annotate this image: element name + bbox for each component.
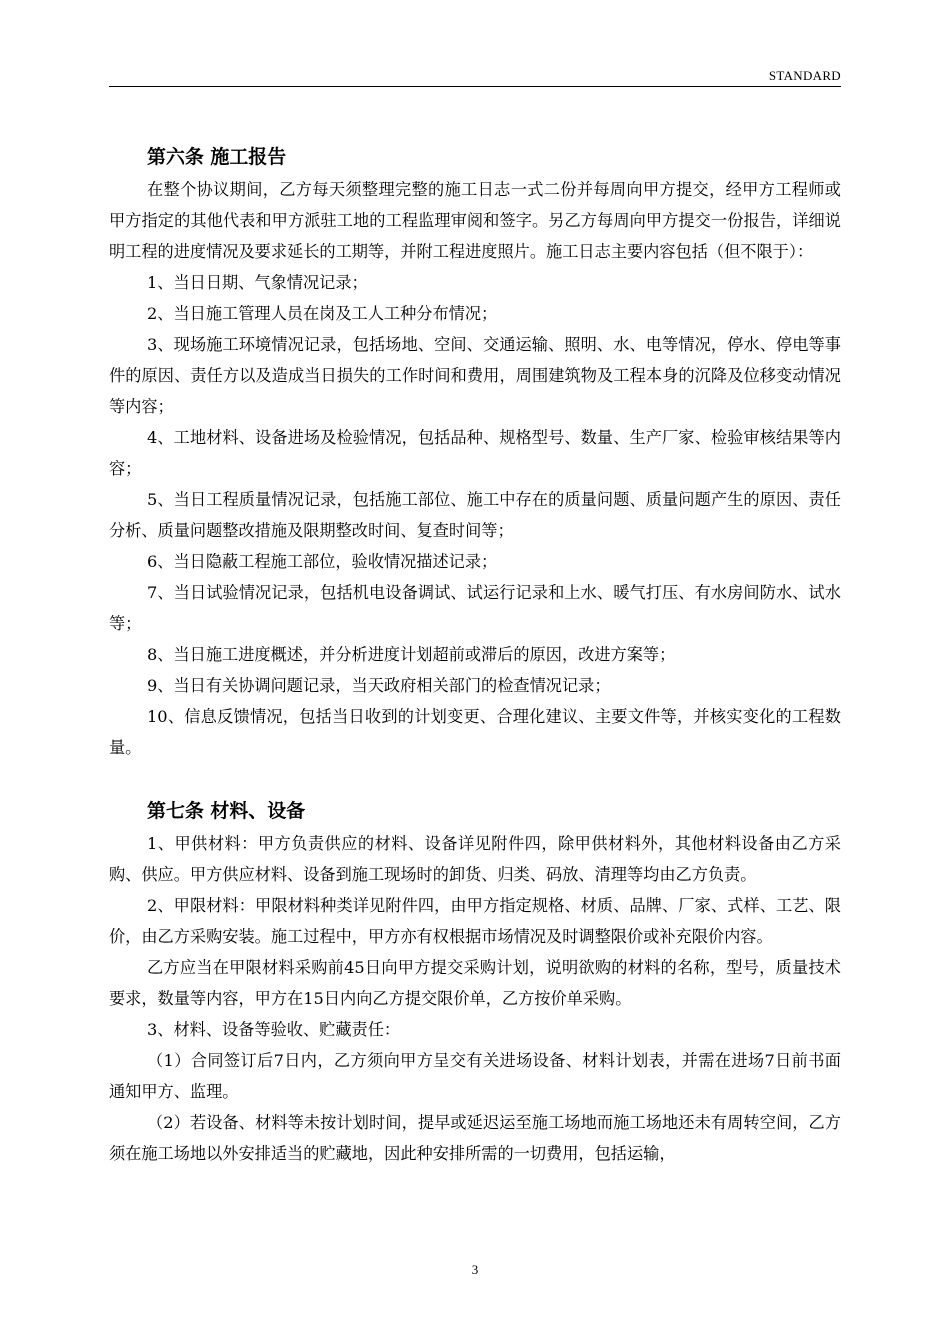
section7-title: 第七条 材料、设备 <box>147 800 306 822</box>
section6-item: 1、当日日期、气象情况记录； <box>147 273 368 292</box>
section7-paragraph: （1）合同签订后7日内，乙方须向甲方呈交有关进场设备、材料计划表，并需在进场7日前书面通知甲方、监理。 <box>109 1051 841 1101</box>
section6-paragraph: 在整个协议期间，乙方每天须整理完整的施工日志一式二份并每周向甲方提交，经甲方工程师或甲方指定的其他代表和甲方派驻工地的工程监理审阅和签字。另乙方每周向甲方提交一份报告，详细说明工程的进度情况及要求延长的工期等，并附工程进度照片。施工日志主要内容包括（但不限于）： <box>109 180 841 261</box>
document-body <box>109 140 841 1169</box>
section6-title: 第六条 施工报告 <box>147 146 287 168</box>
section-spacer <box>109 763 841 794</box>
section7-paragraph: （2）若设备、材料等未按计划时间，提早或延迟运至施工场地而施工场地还未有周转空间，乙方须在施工场地以外安排适当的贮藏地，因此种安排所需的一切费用，包括运输， <box>109 1113 841 1163</box>
header-label: STANDARD <box>768 68 841 83</box>
section7-paragraph: 3、材料、设备等验收、贮藏责任： <box>147 1020 401 1039</box>
section7-paragraph: 2、甲限材料：甲限材料种类详见附件四，由甲方指定规格、材质、品牌、厂家、式样、工艺、限价，由乙方采购安装。施工过程中，甲方亦有权根据市场情况及时调整限价或补充限价内容。 <box>109 896 841 946</box>
section6-item: 3、现场施工环境情况记录，包括场地、空间、交通运输、照明、水、电等情况，停水、停电等事件的原因、责任方以及造成当日损失的工作时间和费用，周围建筑物及工程本身的沉降及位移变动情况等内容； <box>109 335 841 416</box>
header-divider <box>109 86 841 87</box>
page-number: 3 <box>471 1262 479 1277</box>
section6-item: 6、当日隐蔽工程施工部位，验收情况描述记录； <box>147 552 498 571</box>
section6-item: 2、当日施工管理人员在岗及工人工种分布情况； <box>147 304 498 323</box>
section6-item: 9、当日有关协调问题记录，当天政府相关部门的检查情况记录； <box>147 676 611 695</box>
section7-paragraph: 1、甲供材料：甲方负责供应的材料、设备详见附件四，除甲供材料外，其他材料设备由乙方采购、供应。甲方供应材料、设备到施工现场时的卸货、归类、码放、清理等均由乙方负责。 <box>109 834 841 884</box>
section6-item: 5、当日工程质量情况记录，包括施工部位、施工中存在的质量问题、质量问题产生的原因、责任分析、质量问题整改措施及限期整改时间、复查时间等； <box>109 490 841 540</box>
section6-item: 10、信息反馈情况，包括当日收到的计划变更、合理化建议、主要文件等，并核实变化的工程数量。 <box>109 707 841 757</box>
section7-paragraph: 乙方应当在甲限材料采购前45日向甲方提交采购计划，说明欲购的材料的名称，型号，质量技术要求，数量等内容，甲方在15日内向乙方提交限价单，乙方按价单采购。 <box>109 958 841 1008</box>
section6-item: 8、当日施工进度概述，并分析进度计划超前或滞后的原因，改进方案等； <box>147 645 676 664</box>
section6-item: 4、工地材料、设备进场及检验情况，包括品种、规格型号、数量、生产厂家、检验审核结果等内容； <box>109 428 841 478</box>
section6-item: 7、当日试验情况记录，包括机电设备调试、试运行记录和上水、暖气打压、有水房间防水、试水等； <box>109 583 841 633</box>
